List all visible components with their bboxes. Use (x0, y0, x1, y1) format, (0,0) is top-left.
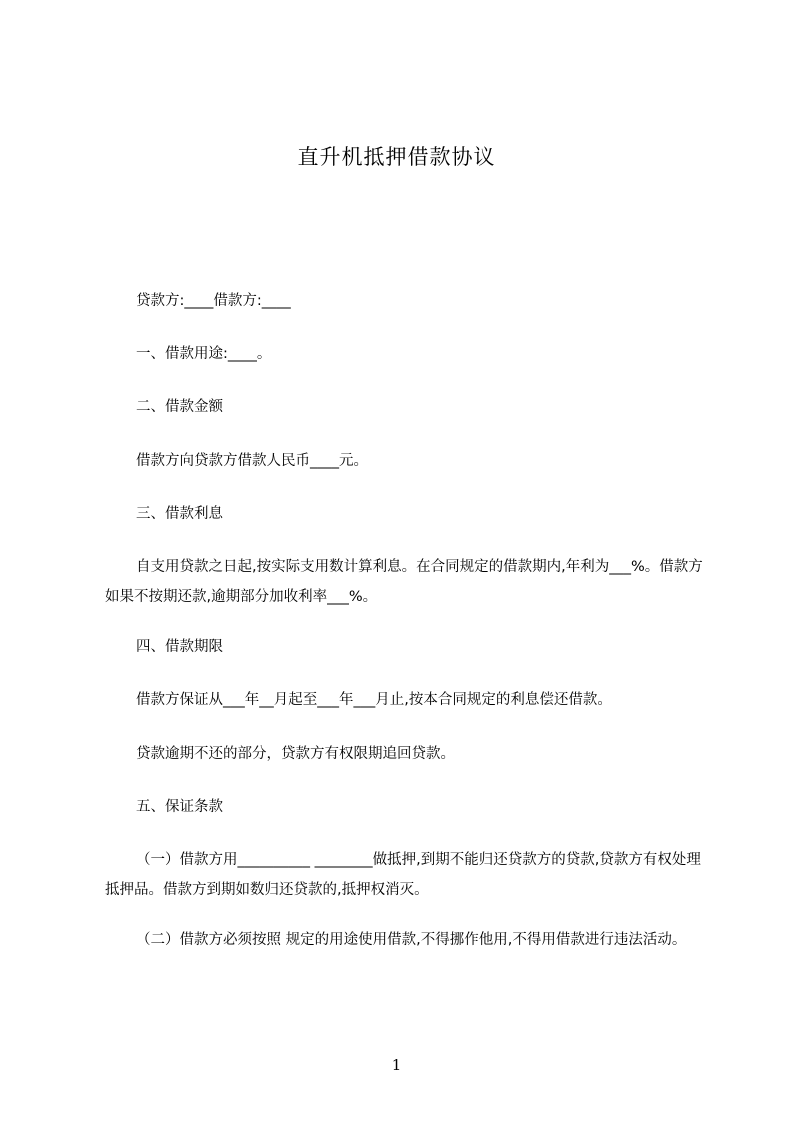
section-4-body-1: 借款方保证从___年__月起至___年___月止,按本合同规定的利息偿还借款。 (136, 692, 612, 708)
section-1-purpose: 一、借款用途:____。 (136, 346, 272, 362)
section-2-heading: 二、借款金额 (136, 399, 223, 415)
section-5-heading: 五、保证条款 (136, 799, 223, 815)
section-5-item-2: （二）借款方必须按照 规定的用途使用借款,不得挪作他用,不得用借款进行违法活动。 (136, 932, 687, 948)
page-number: 1 (391, 1056, 402, 1074)
parties-line: 贷款方:____借款方:____ (136, 293, 291, 309)
section-5-item-1: （一）借款方用__________ ________做抵押,到期不能归还贷款方的贷款,贷款方有权处理抵押品。借款方到期如数归还贷款的,抵押权消灭。 (105, 852, 701, 898)
section-4-body-2: 贷款逾期不还的部分，贷款方有权限期追回贷款。 (136, 746, 455, 762)
section-3-body: 自支用贷款之日起,按实际支用数计算利息。在合同规定的借款期内,年利为___%。借款方如果不按期还款,逾期部分加收利率___%。 (105, 559, 703, 605)
document-title: 直升机抵押借款协议 (297, 145, 496, 169)
section-2-body: 借款方向贷款方借款人民币____元。 (136, 453, 368, 469)
section-3-heading: 三、借款利息 (136, 506, 223, 522)
section-4-heading: 四、借款期限 (136, 639, 223, 655)
